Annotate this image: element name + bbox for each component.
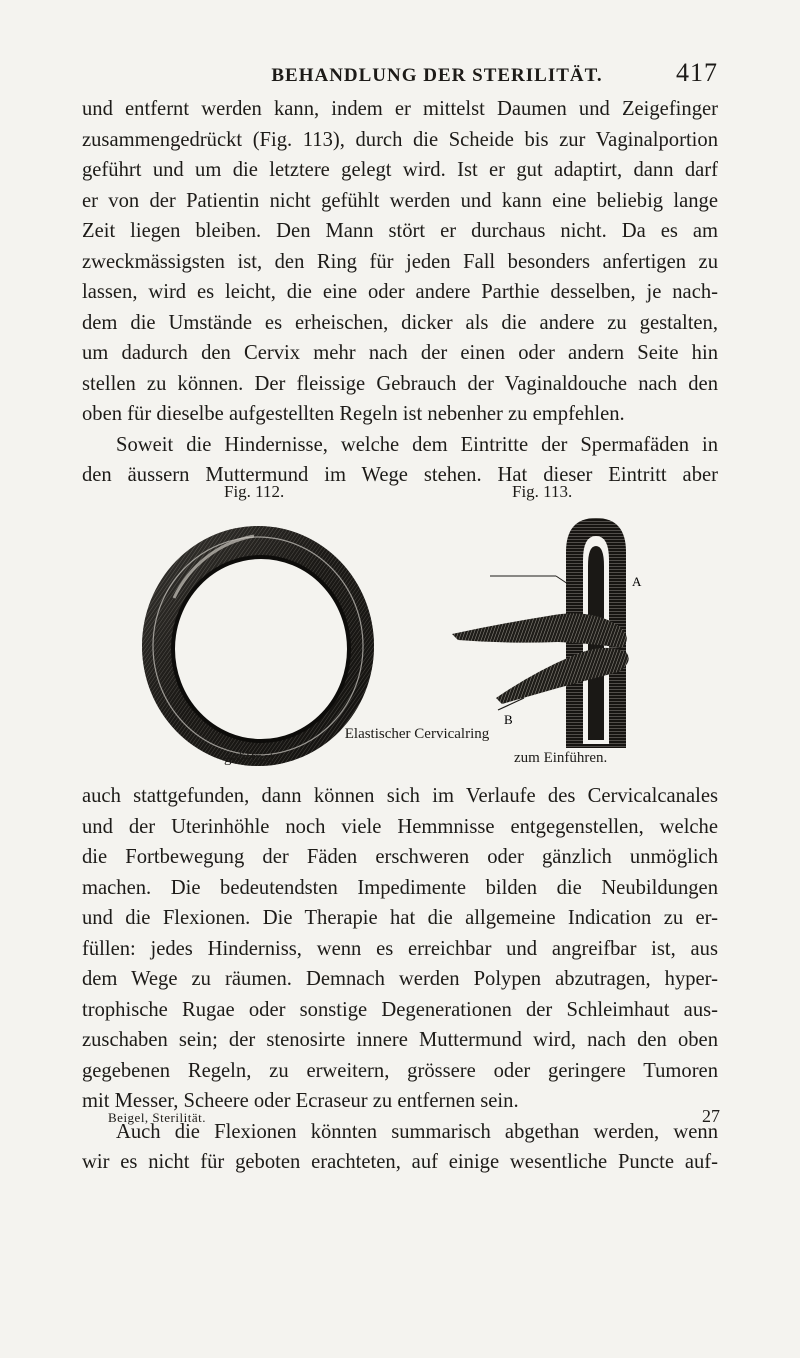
text-line: lassen, wird es leicht, die eine oder andere Parthie desselben, je nach-	[82, 281, 718, 303]
page-footer	[108, 1106, 720, 1127]
text-line: dem Wege zu räumen. Demnach werden Polypen abzutragen, hyper-	[82, 968, 718, 990]
text-line: Auch die Flexionen könnten summarisch abgethan werden, wenn	[116, 1120, 718, 1143]
running-title: BEHANDLUNG DER STERILITÄT.	[271, 65, 603, 86]
text-line: Soweit die Hindernisse, welche dem Eintritte der Spermafäden in	[116, 433, 718, 456]
text-line: füllen: jedes Hinderniss, wenn es erreichbar und angreifbar ist, aus	[82, 937, 718, 960]
text-line: dem die Umstände es erheischen, dicker als die andere zu gestalten,	[82, 311, 718, 334]
text-line: trophische Rugae oder sonstige Degenerationen der Schleimhaut aus-	[82, 998, 718, 1021]
paragraph-top	[82, 94, 718, 491]
text-line: und die Flexionen. Die Therapie hat die allgemeine Indication zu er-	[82, 907, 718, 929]
text-line: die Fortbewegung der Fäden erschweren oder gänzlich unmöglich	[82, 846, 718, 868]
text-line: geführt und um die letztere gelegt wird. Ist er gut adaptirt, dann darf	[82, 159, 718, 181]
text-line: Zeit liegen bleiben. Den Mann stört er durchaus nicht. Da es am	[82, 220, 718, 242]
text-line: zweckmässigsten ist, den Ring für jeden Fall besonders anfertigen zu	[82, 250, 718, 273]
text-line: um dadurch den Cervix mehr nach der einen oder andern Seite hin	[82, 342, 718, 364]
text-line: stellen zu können. Der fleissige Gebrauch der Vaginaldouche nach den	[82, 372, 718, 395]
text-line: wir es nicht für geboten erachteten, auf einige wesentliche Puncte auf-	[82, 1151, 718, 1173]
text-line: und entfernt werden kann, indem er mittelst Daumen und Zeigefinger	[82, 98, 718, 120]
page-number: 417	[676, 58, 718, 87]
text-line: auch stattgefunden, dann können sich im Verlaufe des Cervicalcanales	[82, 785, 718, 807]
text-line: zusammengedrückt (Fig. 113), durch die Scheide bis zur Vaginalportion	[82, 128, 718, 151]
text-line: er von der Patientin nicht gefühlt werden und kann eine beliebig lange	[82, 189, 718, 212]
figure-112-label: Fig. 112.	[224, 482, 285, 501]
text-line: gegebenen Regeln, zu erweitern, grössere oder geringere Tumoren	[82, 1059, 718, 1082]
marker-a: A	[632, 574, 642, 589]
text-line: zuschaben sein; der stenosirte innere Muttermund wird, nach den oben	[82, 1029, 718, 1051]
text-line: mit Messer, Scheere oder Ecraseur zu entfernen sein.	[82, 1090, 519, 1112]
figure-113-folded-ring-illustration	[438, 512, 658, 756]
text-line: oben für dieselbe aufgestellten Regeln ist nebenher zu empfehlen.	[82, 403, 625, 425]
text-line: den äussern Muttermund im Wege stehen. Hat dieser Eintritt aber	[82, 464, 718, 486]
running-head	[228, 58, 718, 88]
signature-mark: 27	[702, 1106, 720, 1126]
figure-112-caption: geöffnet	[224, 750, 274, 766]
text-line: machen. Die bedeutendsten Impedimente bilden die Neubildungen	[82, 876, 718, 899]
figure-113-caption: zum Einführen.	[514, 750, 608, 766]
figure-113-label: Fig. 113.	[512, 482, 573, 501]
footer-reference: Beigel, Sterilität.	[108, 1110, 206, 1125]
figure-caption: Elastischer Cervicalring	[344, 726, 490, 742]
marker-b: B	[504, 712, 513, 727]
text-line: und der Uterinhöhle noch viele Hemmnisse entgegenstellen, welche	[82, 815, 718, 838]
